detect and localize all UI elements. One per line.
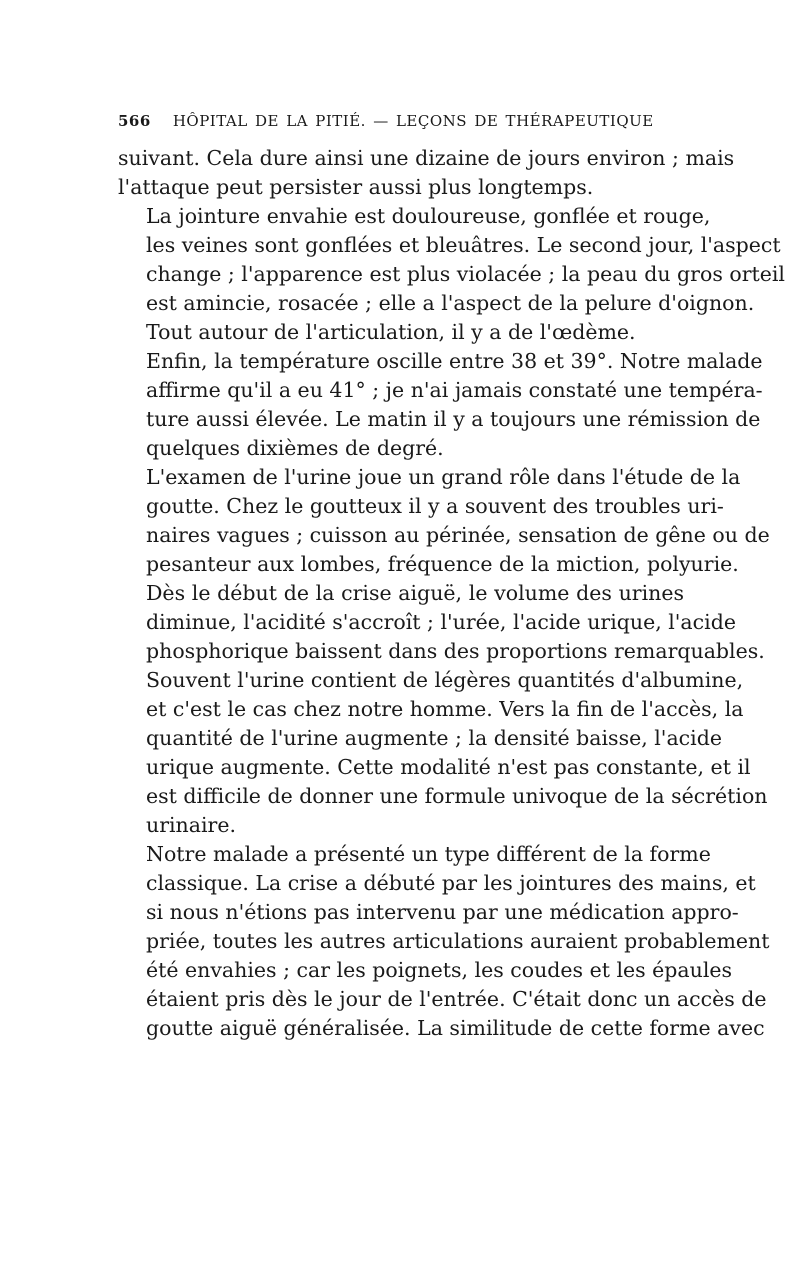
running-head: HÔPITAL DE LA PITIÉ. — LEÇONS DE THÉRAPEUTIQUE <box>172 112 654 130</box>
text-line: si nous n'étions pas intervenu par une médication appro- <box>146 900 739 924</box>
text-line: est amincie, rosacée ; elle a l'aspect de la pelure d'oignon. <box>146 291 755 315</box>
text-line: Souvent l'urine contient de légères quantités d'albumine, <box>146 668 744 692</box>
text-line: Dès le début de la crise aiguë, le volume des urines <box>146 581 684 605</box>
text-line: Notre malade a présenté un type différent de la forme <box>146 842 711 866</box>
text-line: Enfin, la température oscille entre 38 et 39°. Notre malade <box>146 349 763 373</box>
text-line: étaient pris dès le jour de l'entrée. C'était donc un accès de <box>146 987 767 1011</box>
text-line: quelques dixièmes de degré. <box>146 436 444 460</box>
text-line: affirme qu'il a eu 41° ; je n'ai jamais constaté une tempéra- <box>146 378 763 402</box>
text-line: La jointure envahie est douloureuse, gonflée et rouge, <box>146 204 711 228</box>
paragraph <box>118 144 735 202</box>
text-line: naires vagues ; cuisson au périnée, sensation de gêne ou de <box>146 523 770 547</box>
text-line: est difficile de donner une formule univoque de la sécrétion <box>146 784 768 808</box>
text-line: et c'est le cas chez notre homme. Vers la fin de l'accès, la <box>146 697 744 721</box>
text-line: quantité de l'urine augmente ; la densité baisse, l'acide <box>146 726 722 750</box>
body-text <box>118 144 785 1043</box>
text-line: diminue, l'acidité s'accroît ; l'urée, l'acide urique, l'acide <box>146 610 736 634</box>
text-line: suivant. Cela dure ainsi une dizaine de jours environ ; mais <box>118 146 735 170</box>
text-line: ture aussi élevée. Le matin il y a toujours une rémission de <box>146 407 761 431</box>
paragraph <box>118 463 770 579</box>
page-number: 566 <box>118 112 151 130</box>
text-line: les veines sont gonflées et bleuâtres. Le second jour, l'aspect <box>146 233 781 257</box>
text-line: l'attaque peut persister aussi plus longtemps. <box>118 175 594 199</box>
text-line: goutte. Chez le goutteux il y a souvent des troubles uri- <box>146 494 724 518</box>
text-line: été envahies ; car les poignets, les coudes et les épaules <box>146 958 733 982</box>
text-line: urique augmente. Cette modalité n'est pas constante, et il <box>146 755 751 779</box>
text-line: classique. La crise a débuté par les jointures des mains, et <box>146 871 756 895</box>
text-line: priée, toutes les autres articulations auraient probablement <box>146 929 770 953</box>
text-line: goutte aiguë généralisée. La similitude de cette forme avec <box>146 1016 765 1040</box>
book-page <box>118 112 785 1043</box>
text-line: phosphorique baissent dans des proportions remarquables. <box>146 639 765 663</box>
paragraph <box>118 840 770 1043</box>
text-line: change ; l'apparence est plus violacée ; la peau du gros orteil <box>146 262 785 286</box>
paragraph <box>118 579 768 840</box>
text-line: L'examen de l'urine joue un grand rôle dans l'étude de la <box>146 465 741 489</box>
text-line: pesanteur aux lombes, fréquence de la miction, polyurie. <box>146 552 739 576</box>
text-line: urinaire. <box>146 813 236 837</box>
page-header <box>118 112 684 130</box>
paragraph <box>118 347 763 463</box>
paragraph <box>118 202 785 347</box>
text-line: Tout autour de l'articulation, il y a de l'œdème. <box>146 320 636 344</box>
